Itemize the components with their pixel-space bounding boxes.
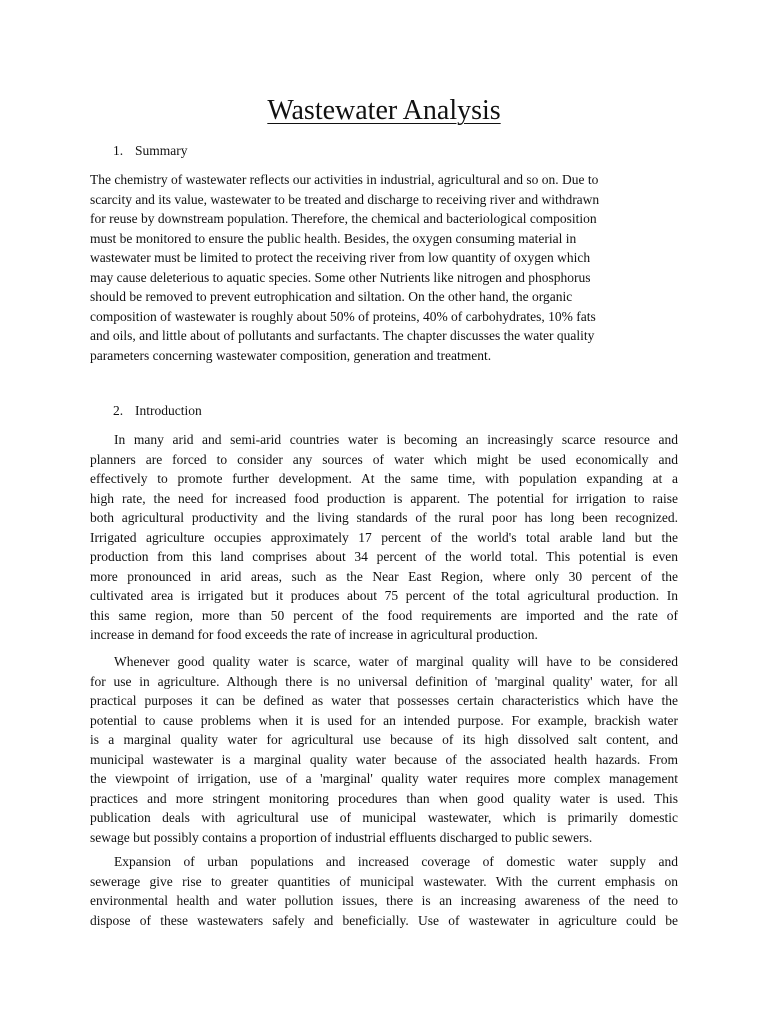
text-line: increase in demand for food exceeds the rate of increase in agricultural production. xyxy=(90,627,538,642)
text-line: practical purposes it can be defined as water that possesses certain characteristics which have the xyxy=(90,693,678,708)
text-line: scarcity and its value, wastewater to be treated and discharge to receiving river and withdrawn xyxy=(90,191,600,207)
text-line: The chemistry of wastewater reflects our activities in industrial, agricultural and so on. Due to xyxy=(90,172,599,187)
text-line: sewerage give rise to greater quantities of municipal wastewater. With the current emphasis on xyxy=(90,873,678,889)
text-line: both agricultural productivity and the living standards of the rural poor has long been recognized. xyxy=(90,510,678,525)
text-line: dispose of these wastewaters safely and beneficially. Use of wastewater in agriculture could be xyxy=(90,912,678,928)
section-heading-introduction xyxy=(113,402,202,420)
text-line: must be monitored to ensure the public health. Besides, the oxygen consuming material in xyxy=(90,230,577,246)
section-title: Introduction xyxy=(135,403,202,418)
text-line: In many arid and semi-arid countries water is becoming an increasingly scarce resource and xyxy=(114,432,678,447)
text-line: Irrigated agriculture occupies approximately 17 percent of the world's total arable land but the xyxy=(90,529,678,545)
text-line: wastewater must be limited to protect the receiving river from low quantity of oxygen which xyxy=(90,250,591,265)
text-line: environmental health and water pollution issues, there is an increasing awareness of the need to xyxy=(90,893,678,908)
text-line: more pronounced in arid areas, such as the Near East Region, where only 30 percent of the xyxy=(90,568,678,584)
text-line: Expansion of urban populations and increased coverage of domestic water supply and xyxy=(114,854,678,869)
section-heading-summary xyxy=(113,142,188,160)
text-line: composition of wastewater is roughly about 50% of proteins, 40% of carbohydrates, 10% fats xyxy=(90,308,596,324)
introduction-paragraph-1 xyxy=(90,430,678,645)
text-line: parameters concerning wastewater composition, generation and treatment. xyxy=(90,347,492,363)
text-line: this same region, more than 50 percent of the food requirements are imported and the rate of xyxy=(90,607,678,623)
text-line: for use in agriculture. Although there is no universal definition of 'marginal quality' water, for all xyxy=(90,673,678,689)
summary-paragraph xyxy=(90,170,678,365)
text-line: for reuse by downstream population. Therefore, the chemical and bacteriological composition xyxy=(90,211,597,226)
text-line: planners are forced to consider any sources of water which might be used economically and xyxy=(90,451,678,467)
section-number: 2. xyxy=(113,403,124,418)
text-line: the viewpoint of irrigation, use of a 'marginal' quality water requires more complex management xyxy=(90,771,678,786)
text-line: publication deals with agricultural use of municipal wastewater, which is primarily domestic xyxy=(90,810,678,825)
text-line: high rate, the need for increased food production is apparent. The potential for irrigation to raise xyxy=(90,490,678,506)
section-title: Summary xyxy=(135,143,188,158)
text-line: effectively to promote further development. At the same time, with population expanding at a xyxy=(90,471,678,486)
text-line: Whenever good quality water is scarce, water of marginal quality will have to be considered xyxy=(114,654,678,669)
document-title: Wastewater Analysis xyxy=(267,95,501,126)
text-line: is a marginal quality water for agricultural use because of its high dissolved salt content, and xyxy=(90,732,678,747)
text-line: may cause deleterious to aquatic species. Some other Nutrients like nitrogen and phosphorus xyxy=(90,269,591,285)
introduction-paragraph-3 xyxy=(90,852,678,930)
text-line: should be removed to prevent eutrophication and siltation. On the other hand, the organic xyxy=(90,289,573,304)
introduction-paragraph-2 xyxy=(90,652,678,847)
text-line: potential to cause problems when it is used for an intended purpose. For example, brackish water xyxy=(90,712,678,728)
text-line: practices and more stringent monitoring procedures than when good quality water is used. This xyxy=(90,790,678,806)
text-line: sewage but possibly contains a proportion of industrial effluents discharged to public sewers. xyxy=(90,829,593,845)
section-number: 1. xyxy=(113,143,124,158)
text-line: municipal wastewater is a marginal quality water because of the associated health hazards. From xyxy=(90,751,678,767)
text-line: production from this land comprises about 34 percent of the world total. This potential is even xyxy=(90,549,678,564)
text-line: and oils, and little about of pollutants and surfactants. The chapter discusses the water quality xyxy=(90,328,595,343)
text-line: cultivated area is irrigated but it produces about 75 percent of the total agricultural production. In xyxy=(90,588,678,603)
